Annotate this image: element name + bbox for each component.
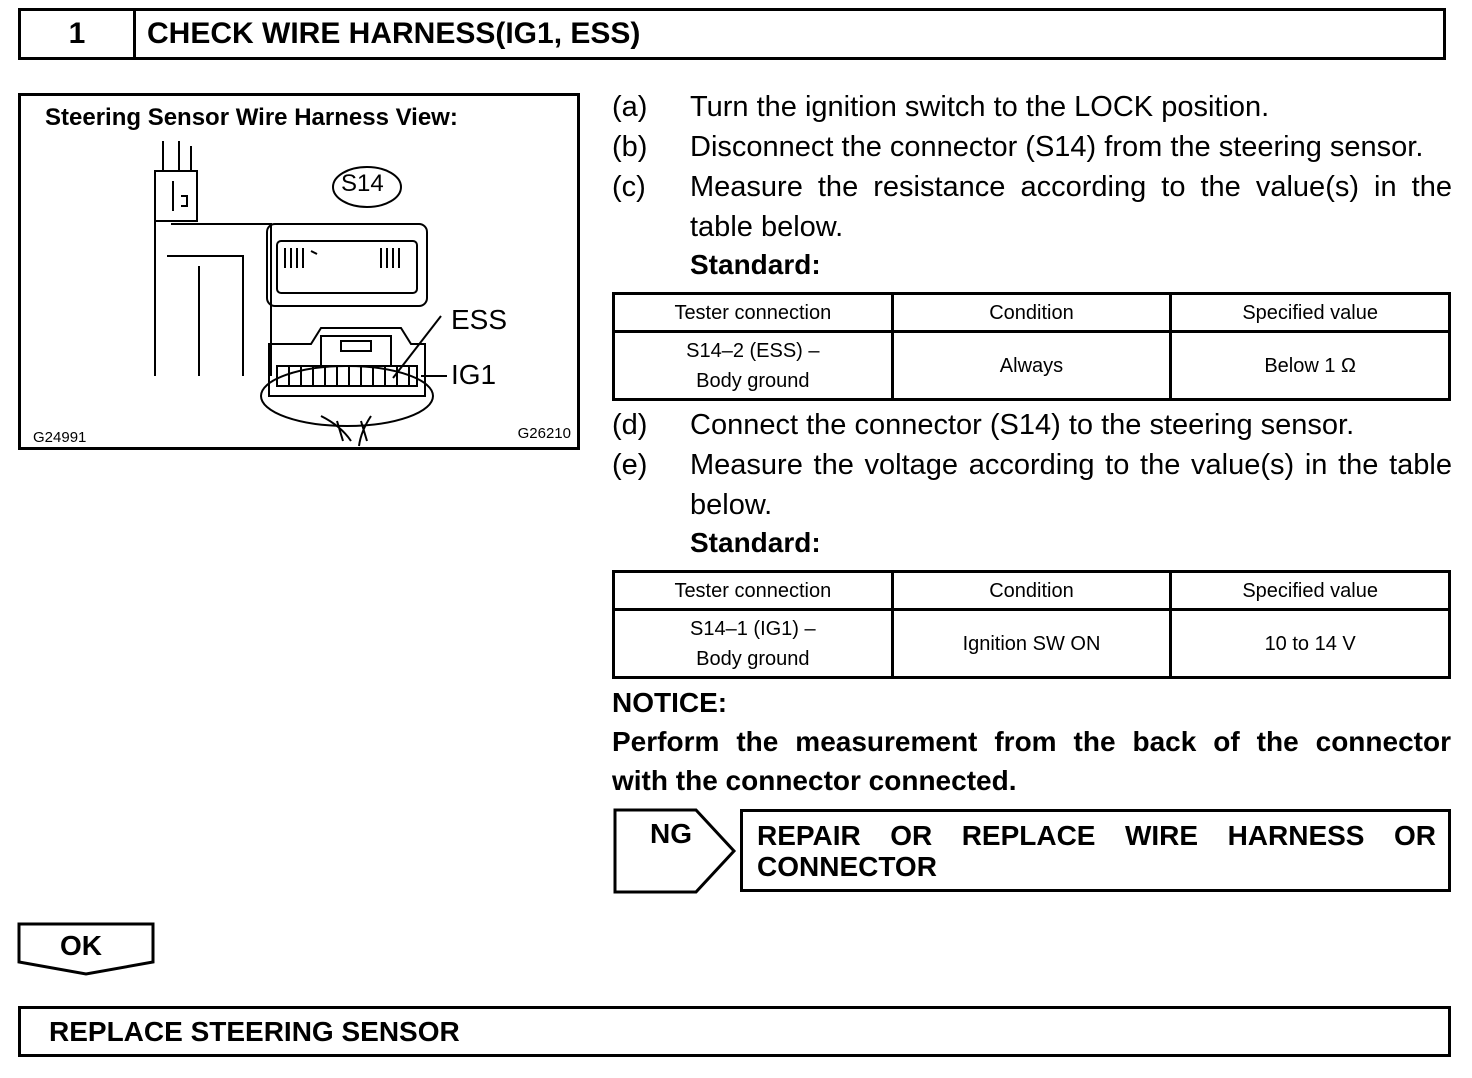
step-text: Connect the connector (S14) to the steering sensor. <box>690 409 1355 441</box>
step-label: (b) <box>612 131 648 163</box>
step-text: Turn the ignition switch to the LOCK position. <box>690 91 1270 123</box>
table-header: Condition <box>892 572 1171 610</box>
ng-label: NG <box>650 818 692 849</box>
step-title: CHECK WIRE HARNESS(IG1, ESS) <box>147 17 641 50</box>
step-label: (c) <box>612 171 646 203</box>
tester-connection-cell <box>614 332 893 400</box>
ng-action-line <box>757 820 1436 851</box>
resistance-table <box>612 292 1451 401</box>
step-number: 1 <box>21 11 136 57</box>
table-header-row <box>614 572 1450 610</box>
ng-action-line: CONNECTOR <box>757 851 937 882</box>
tester-connection-cell <box>614 610 893 678</box>
notice-text: with the connector connected. <box>612 765 1017 796</box>
connector-label: S14 <box>341 170 384 197</box>
table-row <box>614 610 1450 678</box>
step-text: Measure the voltage according to the value(s) in the table below. <box>690 449 1452 521</box>
ng-word: HARNESS <box>1227 820 1365 851</box>
table-row <box>614 332 1450 400</box>
voltage-table <box>612 570 1451 679</box>
connection-line: Body ground <box>696 369 810 392</box>
final-action-box: REPLACE STEERING SENSOR <box>18 1006 1451 1057</box>
ng-word: WIRE <box>1124 820 1199 851</box>
table-header: Tester connection <box>614 572 893 610</box>
connection-line: S14–1 (IG1) – <box>690 617 816 640</box>
table-header-row <box>614 294 1450 332</box>
step-label: (d) <box>612 409 648 441</box>
step-label: (a) <box>612 91 648 123</box>
condition-cell: Always <box>892 332 1171 400</box>
ng-word: REPAIR <box>757 820 861 851</box>
figure-title: Steering Sensor Wire Harness View: <box>45 104 458 131</box>
notice-text: Perform the measurement from the back of the connector <box>612 726 1451 757</box>
pin-label-ig1: IG1 <box>451 359 497 390</box>
specified-value-cell: Below 1 Ω <box>1171 332 1450 400</box>
ok-label: OK <box>60 930 102 961</box>
figure-code-left: G24991 <box>33 429 87 446</box>
connection-line: S14–2 (ESS) – <box>686 339 820 362</box>
condition-cell: Ignition SW ON <box>892 610 1171 678</box>
harness-figure <box>18 93 580 450</box>
step-text: Disconnect the connector (S14) from the steering sensor. <box>690 131 1424 163</box>
pin-label-ess: ESS <box>451 304 508 335</box>
ng-word: REPLACE <box>961 820 1096 851</box>
step-label: (e) <box>612 449 648 481</box>
connection-line: Body ground <box>696 647 810 670</box>
specified-value-cell: 10 to 14 V <box>1171 610 1450 678</box>
step-header <box>18 8 1446 60</box>
standard-label: Standard: <box>690 249 821 280</box>
table-header: Condition <box>892 294 1171 332</box>
notice-heading: NOTICE: <box>612 687 728 718</box>
standard-label: Standard: <box>690 527 821 558</box>
ng-action-box <box>740 809 1451 892</box>
ng-word: OR <box>1393 820 1436 851</box>
ng-word: OR <box>890 820 933 851</box>
figure-code-right: G26210 <box>517 425 571 442</box>
connector-illustration <box>21 96 577 447</box>
table-header: Specified value <box>1171 572 1450 610</box>
step-text: Measure the resistance according to the value(s) in the table below. <box>690 171 1452 243</box>
notice-line <box>612 722 1451 761</box>
table-header: Specified value <box>1171 294 1450 332</box>
table-header: Tester connection <box>614 294 893 332</box>
